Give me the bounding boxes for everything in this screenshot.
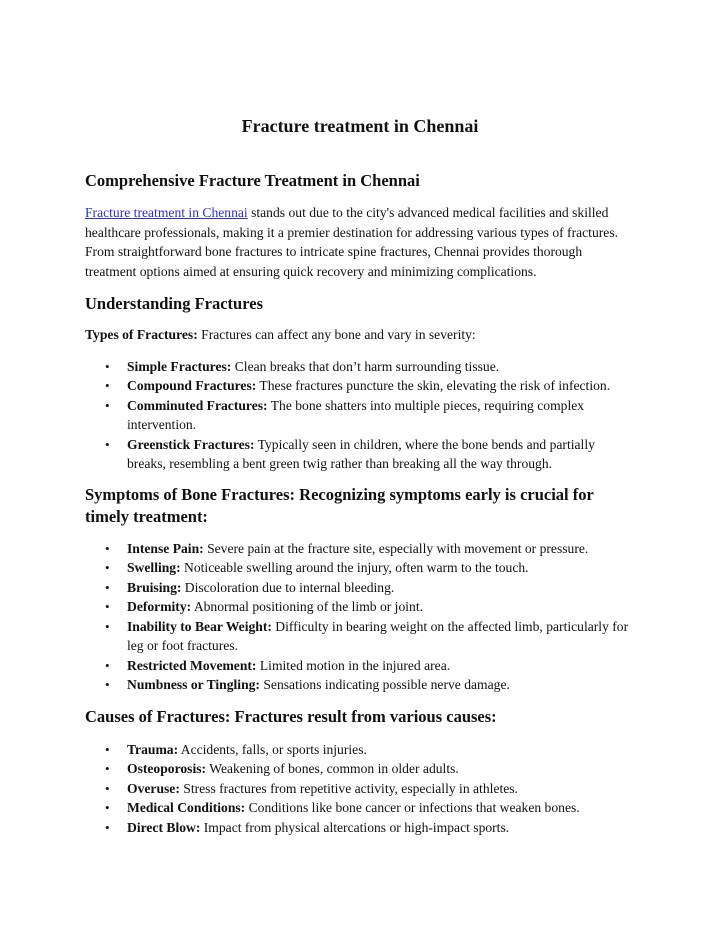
list-item: [85, 740, 634, 760]
bullet-icon: •: [105, 540, 110, 556]
item-label: Restricted Movement:: [127, 657, 257, 673]
item-text: Conditions like bone cancer or infections that weaken bones.: [245, 800, 580, 815]
item-label: Medical Conditions:: [127, 800, 246, 815]
bullet-icon: •: [105, 741, 110, 757]
bullet-icon: •: [105, 761, 110, 776]
intro-paragraph: [85, 203, 634, 281]
symptoms-heading: Symptoms of Bone Fractures: Recognizing symptoms early is crucial for timely treatment:: [85, 484, 594, 526]
list-item: [85, 779, 634, 799]
bullet-icon: •: [105, 436, 110, 452]
item-text: Impact from physical altercations or high-impact sports.: [200, 819, 510, 835]
list-item: [85, 798, 634, 818]
item-label: Inability to Bear Weight:: [127, 618, 272, 634]
bullet-icon: •: [105, 579, 110, 595]
list-item: [85, 617, 634, 656]
item-text: Discoloration due to internal bleeding.: [181, 579, 395, 595]
bullet-icon: •: [105, 599, 110, 614]
list-item: [85, 818, 634, 838]
list-item: [85, 435, 634, 474]
types-text: Fractures can affect any bone and vary in severity:: [197, 327, 476, 342]
item-text: Weakening of bones, common in older adults.: [206, 761, 459, 776]
item-label: Trauma:: [127, 741, 179, 757]
item-text: These fractures puncture the skin, elevating the risk of infection.: [256, 378, 611, 393]
item-label: Bruising:: [127, 579, 182, 595]
causes-heading: Causes of Fractures: Fractures result from various causes:: [85, 706, 497, 726]
item-text: Abnormal positioning of the limb or joint.: [191, 599, 424, 614]
document-title: Fracture treatment in Chennai: [241, 116, 479, 136]
bullet-icon: •: [105, 819, 110, 835]
list-item: [85, 357, 634, 377]
list-item: [85, 597, 634, 617]
bullet-icon: •: [105, 397, 110, 413]
bullet-icon: •: [105, 780, 110, 796]
item-label: Osteoporosis:: [127, 761, 207, 776]
bullet-icon: •: [105, 378, 110, 393]
item-label: Direct Blow:: [127, 819, 201, 835]
intro-text: stands out due to the city's advanced medical facilities and skilled healthcare professionals, making it a premier destination for addressing various types of fractures. From straightforward bone fractures to intricate spine fractures, Chennai provides thorough treatment options aimed at ensuring quick recovery and minimizing complications.: [85, 205, 619, 279]
item-label: Swelling:: [127, 560, 181, 575]
bullet-icon: •: [105, 560, 110, 575]
bullet-icon: •: [105, 358, 110, 374]
list-item: [85, 558, 634, 578]
item-label: Greenstick Fractures:: [127, 436, 255, 452]
causes-list: [85, 740, 634, 838]
item-text: Severe pain at the fracture site, especially with movement or pressure.: [203, 540, 589, 556]
item-text: Accidents, falls, or sports injuries.: [178, 741, 367, 757]
list-item: [85, 578, 634, 598]
item-text: Noticeable swelling around the injury, often warm to the touch.: [180, 560, 529, 575]
item-text: Clean breaks that don’t harm surrounding tissue.: [231, 358, 500, 374]
item-label: Simple Fractures:: [127, 358, 232, 374]
types-list: [85, 357, 634, 474]
symptoms-list: [85, 539, 634, 695]
item-text: Typically seen in children, where the bone bends and partially breaks, resembling a bent green twig rather than breaking all the way through.: [127, 436, 595, 471]
document-body: [85, 170, 634, 837]
item-text: The bone shatters into multiple pieces, requiring complex intervention.: [127, 397, 585, 432]
bullet-icon: •: [105, 677, 110, 692]
list-item: [85, 376, 634, 396]
item-text: Sensations indicating possible nerve damage.: [259, 677, 510, 692]
list-item: [85, 675, 634, 695]
bullet-icon: •: [105, 800, 110, 815]
intro-heading: Comprehensive Fracture Treatment in Chennai: [85, 171, 420, 190]
item-label: Numbness or Tingling:: [127, 677, 260, 692]
fracture-treatment-link[interactable]: Fracture treatment in Chennai: [85, 205, 248, 220]
item-text: Difficulty in bearing weight on the affected limb, particularly for leg or foot fractures.: [127, 618, 629, 653]
list-item: [85, 656, 634, 676]
item-label: Compound Fractures:: [127, 378, 257, 393]
item-text: Limited motion in the injured area.: [256, 657, 451, 673]
list-item: [85, 759, 634, 779]
item-label: Deformity:: [127, 599, 192, 614]
list-item: [85, 396, 634, 435]
types-paragraph: [85, 325, 634, 345]
item-label: Intense Pain:: [127, 540, 204, 556]
types-label: Types of Fractures:: [85, 327, 198, 342]
item-label: Comminuted Fractures:: [127, 397, 268, 413]
list-item: [85, 539, 634, 559]
item-text: Stress fractures from repetitive activity, especially in athletes.: [179, 780, 518, 796]
bullet-icon: •: [105, 618, 110, 634]
understanding-heading: Understanding Fractures: [85, 294, 263, 313]
bullet-icon: •: [105, 657, 110, 673]
item-label: Overuse:: [127, 780, 180, 796]
